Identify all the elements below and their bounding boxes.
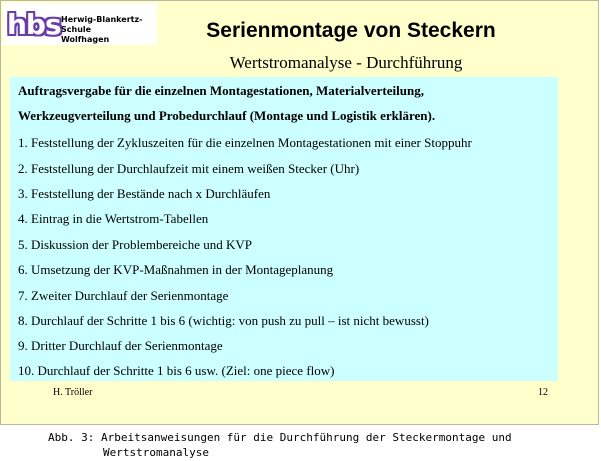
slide-title: Serienmontage von Steckern bbox=[206, 19, 496, 42]
content-panel bbox=[10, 77, 558, 381]
list-item: 3. Feststellung der Bestände nach x Durchläufen bbox=[18, 186, 271, 201]
heading-line-1: Auftragsvergabe für die einzelnen Montagestationen, Materialverteilung, bbox=[18, 83, 424, 98]
list-item: 4. Eintrag in die Wertstrom-Tabellen bbox=[18, 211, 209, 226]
slide-subtitle: Wertstromanalyse - Durchführung bbox=[229, 53, 463, 72]
logo-mark: hbs bbox=[7, 8, 61, 41]
school-logo bbox=[3, 3, 157, 45]
list-item: 1. Feststellung der Zykluszeiten für die einzelnen Montagestationen mit einer Stoppuhr bbox=[18, 135, 472, 150]
logo-town: Wolfhagen bbox=[61, 35, 110, 44]
list-item: 2. Feststellung der Durchlaufzeit mit einem weißen Stecker (Uhr) bbox=[18, 161, 360, 176]
list-item: 7. Zweiter Durchlauf der Serienmontage bbox=[18, 288, 229, 303]
list-item: 10. Durchlauf der Schritte 1 bis 6 usw. (Ziel: one piece flow) bbox=[18, 363, 335, 378]
logo-text bbox=[61, 15, 157, 45]
slide-page-number: 12 bbox=[538, 387, 548, 398]
list-item: 9. Dritter Durchlauf der Serienmontage bbox=[18, 338, 223, 353]
heading-line-2: Werkzeugverteilung und Probedurchlauf (Montage und Logistik erklären). bbox=[18, 108, 436, 123]
figure-caption bbox=[48, 430, 588, 460]
list-item: 6. Umsetzung der KVP-Maßnahmen in der Montageplanung bbox=[18, 262, 334, 277]
slide-author: H. Tröller bbox=[53, 387, 93, 398]
logo-school-name: Herwig-Blankertz-Schule bbox=[61, 15, 143, 34]
caption-line-2: Wertstromanalyse bbox=[103, 446, 209, 459]
list-item: 8. Durchlauf der Schritte 1 bis 6 (wichtig: von push zu pull – ist nicht bewusst) bbox=[18, 313, 429, 328]
list-item: 5. Diskussion der Problembereiche und KVP bbox=[18, 237, 252, 252]
caption-line-1: Abb. 3: Arbeitsanweisungen für die Durchführung der Steckermontage und bbox=[48, 431, 512, 444]
